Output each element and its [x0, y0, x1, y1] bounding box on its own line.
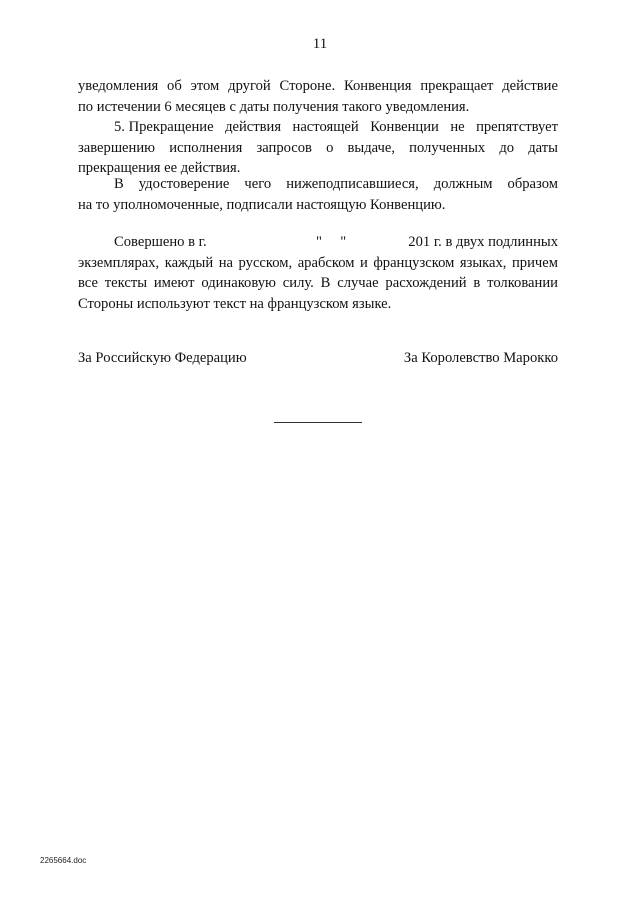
word: расхождений — [385, 275, 467, 291]
done-in-city-label: Совершено в г. — [114, 234, 207, 250]
word: и — [359, 254, 368, 271]
para2-line3: прекращения ее действия. — [78, 160, 241, 176]
word: толковании — [487, 275, 558, 291]
footer-document-code: 2265664.doc — [40, 856, 87, 865]
word: не — [450, 119, 465, 135]
word: исполнения — [169, 139, 243, 156]
word: Конвенции — [370, 119, 439, 135]
date-quotes: " " — [316, 234, 347, 250]
word: В — [114, 176, 124, 192]
word: арабском — [297, 254, 355, 271]
word: до — [499, 139, 515, 156]
signature-morocco: За Королевство Марокко — [403, 350, 558, 366]
year-and-copies: 201 г. в двух подлинных — [408, 234, 558, 250]
word: русском, — [238, 254, 293, 271]
word: об — [167, 78, 182, 94]
para4-line2 — [78, 253, 558, 274]
word: настоящей — [292, 119, 359, 135]
para3-line1 — [78, 174, 558, 195]
word: завершению — [78, 139, 156, 156]
paragraph-5-termination-effect — [78, 117, 558, 179]
word: даты — [528, 139, 558, 156]
word: на — [218, 254, 234, 271]
para4-line3 — [78, 273, 558, 294]
word: экземплярах, — [78, 254, 160, 271]
word: другой — [228, 78, 271, 94]
word: имеют — [153, 275, 195, 291]
word: полученных — [409, 139, 486, 156]
word: удостоверение — [138, 176, 230, 192]
para2-line1 — [78, 117, 558, 138]
word: уведомления — [78, 78, 159, 94]
word: прекращает — [420, 78, 494, 94]
word: должным — [433, 176, 493, 192]
word: этом — [190, 78, 220, 94]
page-number: 11 — [312, 36, 328, 52]
para2-line2 — [78, 138, 558, 159]
paragraph-termination-notice — [78, 76, 558, 117]
paragraph-done-at — [78, 232, 558, 314]
word: действие — [502, 78, 558, 94]
para1-line2: по истечении 6 месяцев с даты получения такого уведомления. — [78, 98, 470, 115]
word: образом — [507, 176, 558, 192]
word: одинаковую — [201, 275, 276, 291]
paragraph-in-witness — [78, 174, 558, 215]
word: чего — [244, 176, 272, 192]
word: Конвенция — [343, 78, 412, 94]
para4-line4: Стороны используют текст на французском языке. — [78, 295, 392, 312]
signature-russia: За Российскую Федерацию — [78, 350, 247, 366]
word: французском — [373, 254, 455, 271]
word: случае — [337, 275, 379, 291]
word: препятствует — [476, 119, 558, 135]
word: запросов — [256, 139, 312, 156]
para4-line1 — [78, 232, 558, 253]
word: все — [78, 275, 98, 291]
word: 5. Прекращение — [114, 119, 214, 135]
para1-line1 — [78, 76, 558, 97]
word: причем — [511, 254, 558, 271]
word: силу. — [282, 275, 314, 291]
word: в — [473, 275, 481, 291]
signature-row — [78, 348, 558, 368]
word: языках, — [459, 254, 507, 271]
para3-line2: на то уполномоченные, подписали настоящую Конвенцию. — [78, 196, 446, 213]
word: В — [320, 275, 331, 291]
word: действия — [225, 119, 282, 135]
word: нижеподписавшиеся, — [286, 176, 419, 192]
end-divider-line — [274, 422, 362, 423]
word: выдаче, — [347, 139, 395, 156]
word: каждый — [164, 254, 214, 271]
word: тексты — [104, 275, 148, 291]
word: Стороне. — [279, 78, 336, 94]
word: о — [326, 139, 334, 156]
